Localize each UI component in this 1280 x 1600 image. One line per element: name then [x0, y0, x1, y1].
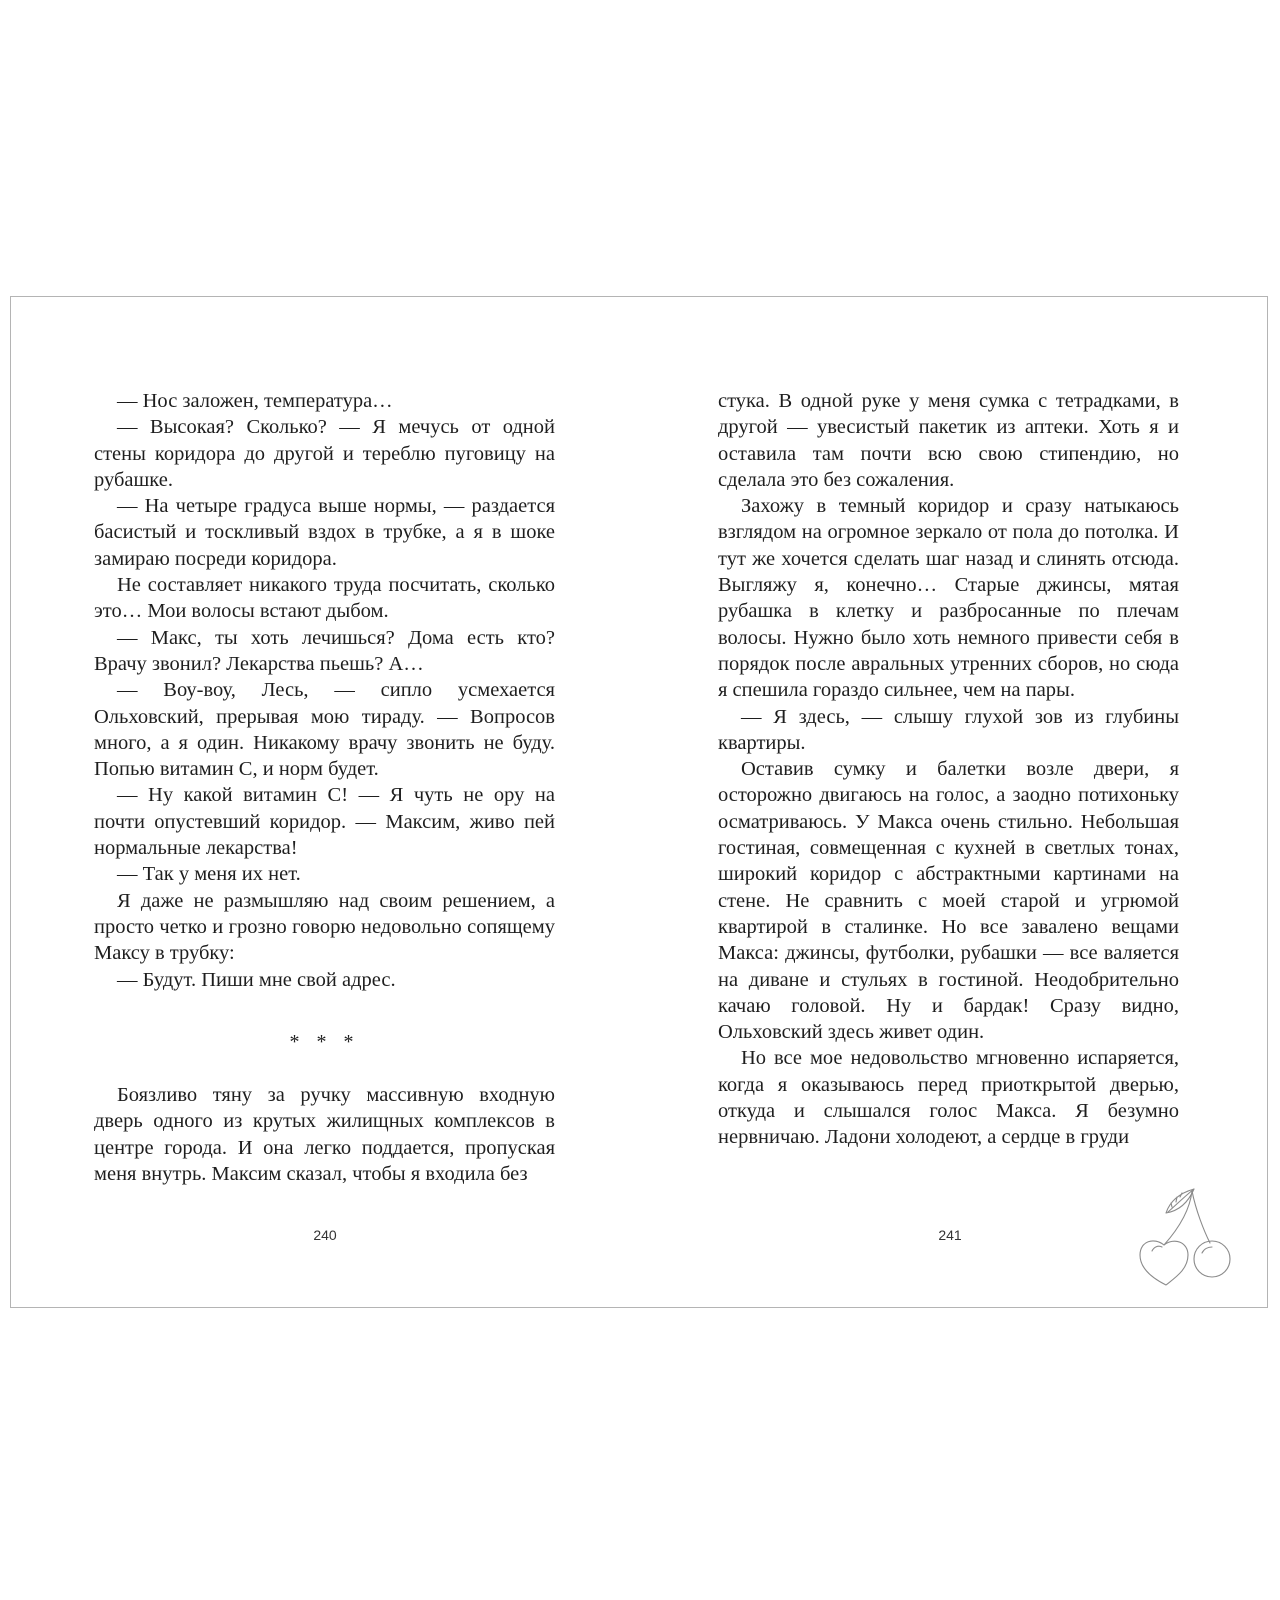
paragraph: — Будут. Пиши мне свой адрес.	[117, 968, 396, 991]
paragraph: — Так у меня их нет.	[117, 863, 301, 886]
page-number-right: 241	[938, 1227, 962, 1243]
right-page-text	[718, 388, 1179, 1151]
paragraph: Оставив сумку и балетки возле двери, я осторожно двигаюсь на голос, а заодно потихоньку осматриваюсь. У Макса очень стильно. Небольшая гостиная, совмещенная с кухней в светлых тонах, широкий коридор с абстрактными картинами на стене. Не сравнить с моей старой и угрюмой квартирой в сталинке. Но все завалено вещами Макса: джинсы, футболки, рубашки — все валяется на диване и стульях в гостиной. Неодобрительно качаю головой. Ну и бардак! Сразу видно, Ольховский здесь живет один.	[718, 758, 1179, 1044]
paragraph: — На четыре градуса выше нормы, — раздается басистый и тоскливый вздох в трубке, а я в шоке замираю посреди коридора.	[94, 495, 555, 570]
paragraph: — Я здесь, — слышу глухой зов из глубины квартиры.	[718, 705, 1179, 754]
paragraph: Не составляет никакого труда посчитать, сколько это… Мои волосы встают дыбом.	[94, 574, 555, 623]
paragraph: Захожу в темный коридор и сразу натыкаюсь взглядом на огромное зеркало от пола до потолка. И тут же хочется сделать шаг назад и слинять отсюда. Выгляжу я, конечно… Старые джинсы, мятая рубашка в клетку и разбросанные по плечам волосы. Нужно было хоть немного привести себя в порядок после авральных утренних сборов, но сюда я спешила гораздо сильнее, чем на пары.	[718, 495, 1179, 702]
paragraph: Боязливо тяну за ручку массивную входную дверь одного из крутых жилищных комплексов в центре города. И она легко поддается, пропуская меня внутрь. Максим сказал, чтобы я входила без	[94, 1084, 555, 1186]
paragraph: — Высокая? Сколько? — Я мечусь от одной стены коридора до другой и тереблю пуговицу на рубашке.	[94, 416, 555, 491]
paragraph: Но все мое недовольство мгновенно испаряется, когда я оказываюсь перед приоткрытой дверью, откуда и слышался голос Макса. Я безумно нервничаю. Ладони холодеют, а сердце в груди	[718, 1047, 1179, 1149]
cherry-icon	[1136, 1187, 1246, 1295]
paragraph: — Воу-воу, Лесь, — сипло усмехается Ольховский, прерывая мою тираду. — Вопросов много, а я один. Никакому врачу звонить не буду. Попью витамин С, и норм будет.	[94, 679, 555, 781]
left-page-text	[94, 388, 555, 1187]
book-spread	[10, 296, 1268, 1308]
paragraph: — Ну какой витамин С! — Я чуть не ору на почти опустевший коридор. — Максим, живо пей нормальные лекарства!	[94, 784, 555, 860]
page-number-left: 240	[313, 1227, 337, 1243]
paragraph: — Макс, ты хоть лечишься? Дома есть кто? Врачу звонил? Лекарства пьешь? А…	[94, 626, 555, 675]
scene-divider: * * *	[289, 1030, 360, 1053]
paragraph: Я даже не размышляю над своим решением, а просто четко и грозно говорю недовольно сопящему Максу в трубку:	[94, 889, 555, 965]
paragraph-continuation: стука. В одной руке у меня сумка с тетрадками, в другой — увесистый пакетик из аптеки. Хоть я и оставила там почти всю свою стипендию, но сделала это без сожаления.	[718, 390, 1179, 491]
paragraph: — Нос заложен, температура…	[117, 390, 393, 412]
